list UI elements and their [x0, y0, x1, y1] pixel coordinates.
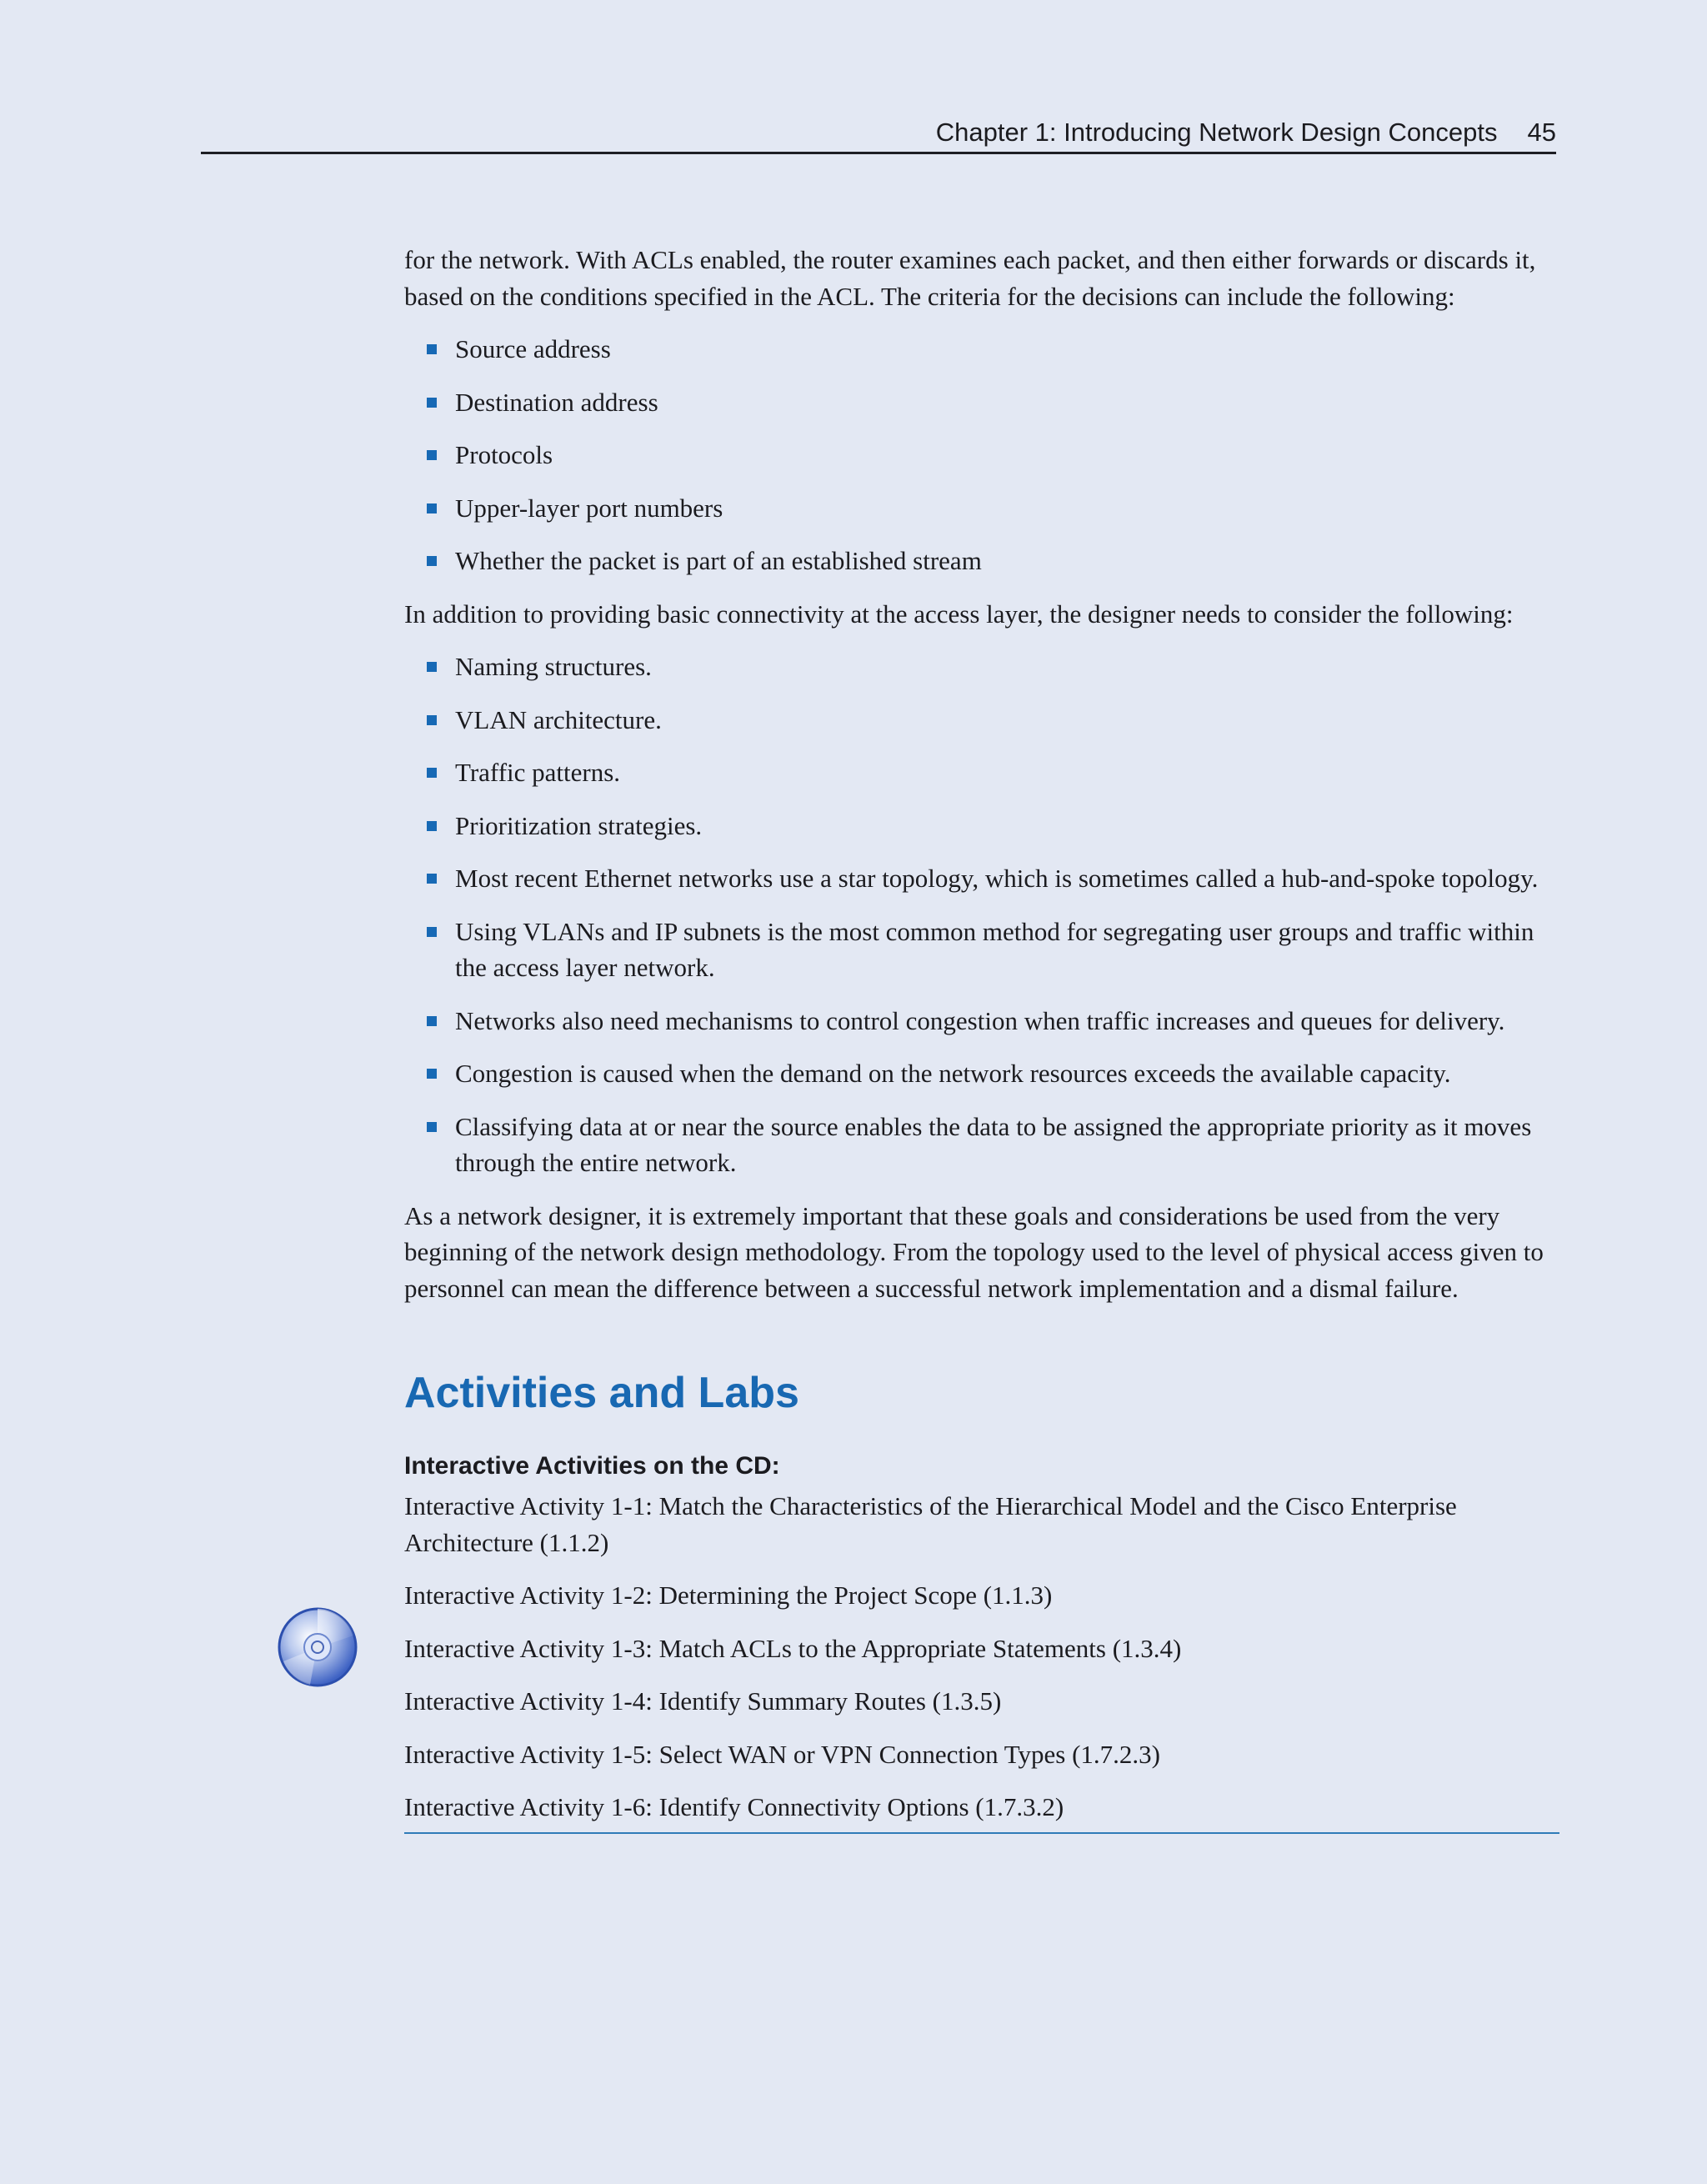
- cd-icon: [277, 1606, 358, 1688]
- list-item: Protocols: [404, 437, 1559, 473]
- activities-subheading: Interactive Activities on the CD:: [404, 1452, 780, 1480]
- list-item: Traffic patterns.: [404, 754, 1559, 791]
- activity-item: Interactive Activity 1-4: Identify Summary Routes (1.3.5): [404, 1686, 1002, 1716]
- list-item: Whether the packet is part of an established stream: [404, 543, 1559, 579]
- considerations-list: [404, 649, 1559, 1181]
- list-item: Congestion is caused when the demand on the network resources exceeds the available capacity.: [404, 1055, 1559, 1092]
- section-end-rule: [404, 1832, 1559, 1834]
- closing-paragraph: As a network designer, it is extremely important that these goals and considerations be used from the very beginning of the network design methodology. From the topology used to the level of physical access given to personnel can mean the difference between a successful network implementation and a dismal failure.: [404, 1200, 1544, 1303]
- chapter-title: Chapter 1: Introducing Network Design Concepts: [935, 118, 1498, 147]
- list-item: Destination address: [404, 384, 1559, 421]
- intro-paragraph: for the network. With ACLs enabled, the router examines each packet, and then either forwards or discards it, based on the conditions specified in the ACL. The criteria for the decisions can include the following:: [404, 245, 1536, 311]
- list-item: Source address: [404, 331, 1559, 368]
- activity-item: Interactive Activity 1-1: Match the Characteristics of the Hierarchical Model and the Cisco Enterprise Architecture (1.1.2): [404, 1491, 1457, 1557]
- considerations-intro: In addition to providing basic connectivity at the access layer, the designer needs to consider the following:: [404, 599, 1514, 629]
- list-item: Classifying data at or near the source enables the data to be assigned the appropriate priority as it moves through the entire network.: [404, 1109, 1559, 1181]
- list-item: Prioritization strategies.: [404, 808, 1559, 844]
- activity-item: Interactive Activity 1-6: Identify Connectivity Options (1.7.3.2): [404, 1792, 1064, 1821]
- activity-item: Interactive Activity 1-2: Determining the Project Scope (1.1.3): [404, 1580, 1053, 1610]
- list-item: Upper-layer port numbers: [404, 490, 1559, 527]
- list-item: Most recent Ethernet networks use a star topology, which is sometimes called a hub-and-spoke topology.: [404, 860, 1559, 897]
- section-heading: Activities and Labs: [404, 1369, 799, 1417]
- running-header: [201, 113, 1556, 154]
- list-item: Networks also need mechanisms to control congestion when traffic increases and queues for delivery.: [404, 1003, 1559, 1039]
- list-item: Naming structures.: [404, 649, 1559, 685]
- activity-item: Interactive Activity 1-3: Match ACLs to the Appropriate Statements (1.3.4): [404, 1633, 1182, 1663]
- page-body: [404, 242, 1559, 1834]
- activity-item: Interactive Activity 1-5: Select WAN or VPN Connection Types (1.7.2.3): [404, 1739, 1161, 1769]
- list-item: Using VLANs and IP subnets is the most common method for segregating user groups and traffic within the access layer network.: [404, 914, 1559, 986]
- activity-list: [404, 1488, 1559, 1826]
- criteria-list: [404, 331, 1559, 579]
- list-item: VLAN architecture.: [404, 702, 1559, 739]
- page-number: 45: [1527, 118, 1556, 147]
